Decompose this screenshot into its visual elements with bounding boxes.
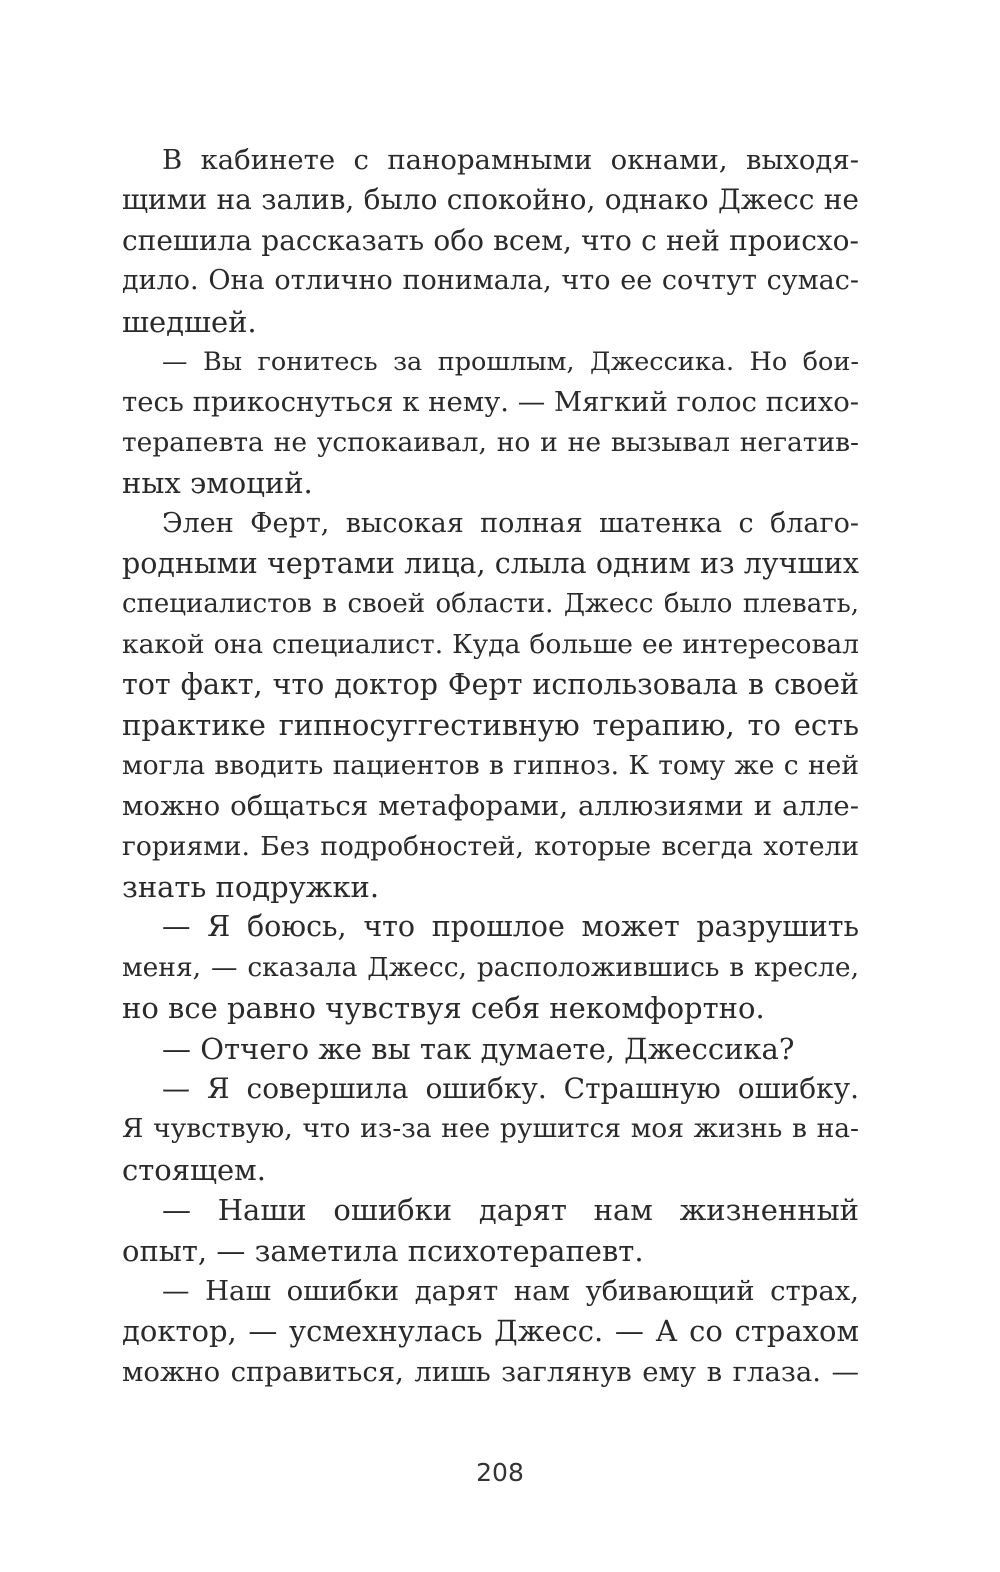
text-line: родными чертами лица, слыла одним из лучших bbox=[122, 546, 859, 580]
text-line: опыт, — заметила психотерапевт. bbox=[122, 1233, 644, 1268]
text-line: меня, — сказала Джесс, расположившись в кресле, bbox=[122, 951, 859, 983]
text-line: спешила рассказать обо всем, что с ней происхо- bbox=[122, 223, 859, 257]
text-line: Я чувствую, что из-за нее рушится моя жизнь в на- bbox=[122, 1113, 859, 1145]
text-line: какой она специалист. Куда больше ее интересовал bbox=[122, 628, 859, 660]
text-line: тесь прикоснуться к нему. — Мягкий голос психо- bbox=[122, 386, 860, 419]
text-line: ных эмоций. bbox=[122, 466, 313, 501]
text-line: — Наши ошибки дарят нам жизненный bbox=[162, 1193, 859, 1228]
text-line: можно справиться, лишь заглянув ему в глаза. — bbox=[122, 1355, 859, 1388]
text-line: можно общаться метафорами, аллюзиями и алле- bbox=[122, 790, 859, 823]
text-line: практике гипносуггестивную терапию, то есть bbox=[122, 708, 859, 743]
text-line: — Вы гонитесь за прошлым, Джессика. Но бои- bbox=[162, 346, 859, 377]
text-line: — Я боюсь, что прошлое может разрушить bbox=[162, 910, 859, 944]
text-line: знать подружки. bbox=[122, 870, 380, 905]
text-line: — Отчего же вы так думаете, Джессика? bbox=[162, 1031, 795, 1066]
text-line: могла вводить пациентов в гипноз. К тому же с ней bbox=[122, 749, 859, 781]
text-line: щими на залив, было спокойно, однако Джесс не bbox=[122, 183, 859, 217]
text-line: В кабинете с панорамными окнами, выходя- bbox=[162, 144, 859, 176]
text-line: шедшей. bbox=[122, 304, 257, 339]
text-line: дило. Она отлично понимала, что ее сочтут сумас- bbox=[122, 265, 859, 297]
page-body-text bbox=[122, 140, 859, 1392]
page-number: 208 bbox=[476, 1458, 524, 1487]
text-line: Элен Ферт, высокая полная шатенка с благо- bbox=[162, 507, 859, 539]
text-line: специалистов в своей области. Джесс было плевать, bbox=[122, 589, 859, 620]
text-line: тот факт, что доктор Ферт использовала в своей bbox=[122, 668, 859, 702]
text-line: стоящем. bbox=[122, 1152, 266, 1187]
text-line: — Наш ошибки дарят нам убивающий страх, bbox=[162, 1274, 859, 1307]
text-line: гориями. Без подробностей, которые всегда хотели bbox=[122, 830, 859, 862]
text-line: доктор, — усмехнулась Джесс. — А со страхом bbox=[122, 1314, 859, 1349]
text-line: терапевта не успокаивал, но и не вызывал негатив- bbox=[122, 426, 859, 458]
text-line: — Я совершила ошибку. Страшную ошибку. bbox=[162, 1071, 859, 1105]
text-line: но все равно чувствуя себя некомфортно. bbox=[122, 991, 765, 1026]
